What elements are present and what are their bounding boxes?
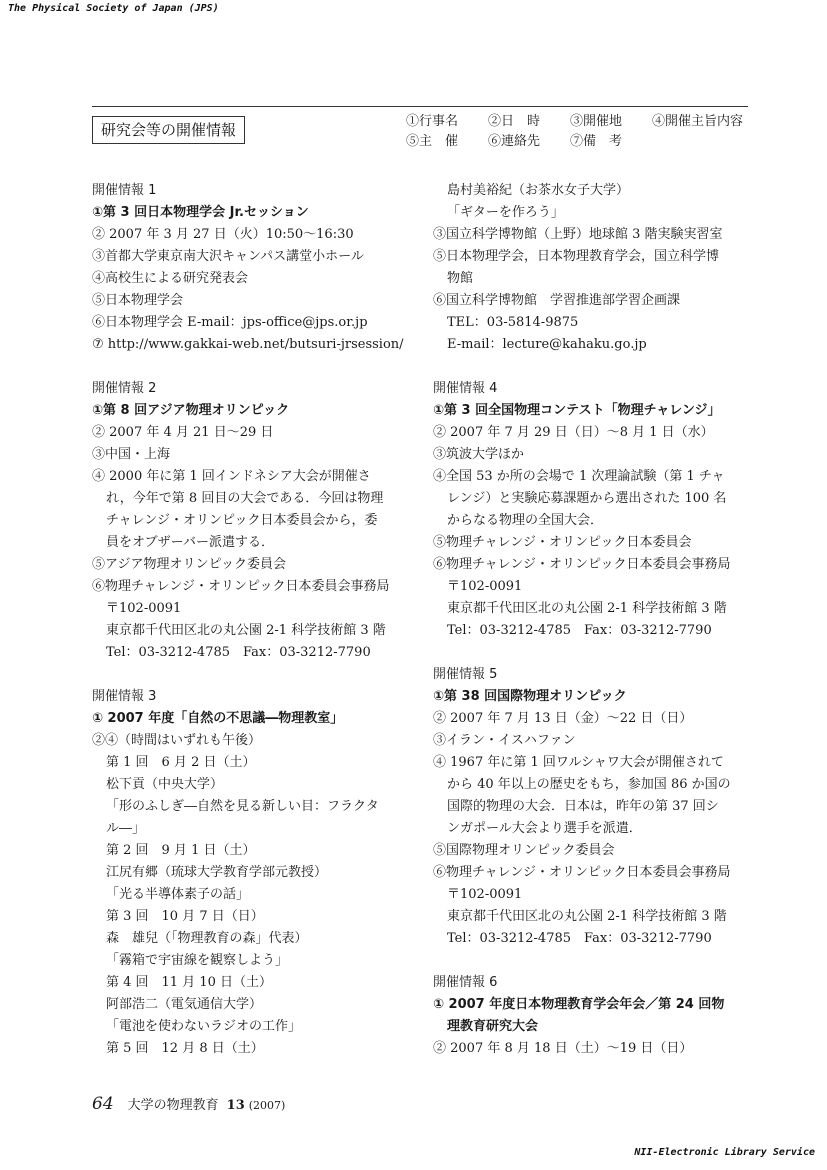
- event-detail: 〒102-0091: [447, 579, 523, 594]
- event-detail: からなる物理の全国大会．: [447, 513, 604, 528]
- field-legend: [406, 112, 766, 152]
- legend-item: ⑥連絡先: [488, 134, 541, 149]
- event-detail: ② 2007 年 7 月 29 日（日）〜8 月 1 日（水）: [433, 425, 714, 440]
- event-detail: チャレンジ・オリンピック日本委員会から，委: [106, 513, 378, 528]
- service-footer: NII-Electronic Library Service: [634, 1147, 815, 1158]
- event-detail: ⑤物理チャレンジ・オリンピック日本委員会: [433, 535, 692, 550]
- event-detail: 員をオブザーバー派遣する．: [106, 535, 274, 550]
- right-column: [433, 180, 753, 1082]
- event-detail: ③中国・上海: [92, 447, 171, 462]
- event-detail: 物館: [447, 271, 474, 286]
- event-detail: ③イラン・イスハファン: [433, 733, 576, 748]
- event-detail: 第 4 回 11 月 10 日（土）: [106, 975, 273, 990]
- legend-item: ①行事名: [406, 114, 459, 129]
- event-detail: 〒102-0091: [106, 601, 182, 616]
- event-detail: E-mail：lecture@kahaku.go.jp: [447, 337, 647, 352]
- event-detail: ③国立科学博物館（上野）地球館 3 階実験実習室: [433, 227, 723, 242]
- event-heading: 開催情報 1: [92, 183, 157, 198]
- legend-item: ⑤主 催: [406, 134, 459, 149]
- journal-name: 大学の物理教育: [127, 1098, 219, 1113]
- legend-item: ⑦備 考: [570, 134, 623, 149]
- event-detail: 阿部浩二（電気通信大学）: [106, 997, 263, 1012]
- journal-volume: 13: [226, 1098, 245, 1113]
- legend-row: [406, 132, 766, 152]
- event-detail: TEL：03-5814-9875: [447, 315, 579, 330]
- event-detail: 第 1 回 6 月 2 日（土）: [106, 755, 256, 770]
- page-number: 64: [92, 1094, 114, 1114]
- event-heading: 開催情報 4: [433, 381, 498, 396]
- event-detail: ンガポール大会より選手を派遣．: [447, 821, 642, 836]
- legend-item: ④開催主旨内容: [652, 114, 744, 129]
- event-detail: ⑥物理チャレンジ・オリンピック日本委員会事務局: [433, 865, 731, 880]
- event-heading: 開催情報 6: [433, 975, 498, 990]
- event-detail: Tel：03-3212-4785 Fax：03-3212-7790: [447, 623, 712, 638]
- event-title: 理教育研究大会: [447, 1019, 539, 1034]
- event-detail: ④高校生による研究発表会: [92, 271, 249, 286]
- event-detail: ④ 1967 年に第 1 回ワルシャワ大会が開催されて: [433, 755, 724, 770]
- event-detail: 東京都千代田区北の丸公園 2-1 科学技術館 3 階: [106, 623, 386, 638]
- event-detail: ⑤国際物理オリンピック委員会: [433, 843, 615, 858]
- event-title: ① 2007 年度日本物理教育学会年会／第 24 回物: [433, 997, 725, 1012]
- event-detail: 第 3 回 10 月 7 日（日）: [106, 909, 264, 924]
- event-title: ①第 8 回アジア物理オリンピック: [92, 403, 290, 418]
- left-column: [92, 180, 412, 1082]
- event-detail: ル―」: [106, 821, 146, 836]
- event-detail: 東京都千代田区北の丸公園 2-1 科学技術館 3 階: [447, 601, 727, 616]
- society-header: The Physical Society of Japan (JPS): [8, 3, 219, 14]
- journal-year: (2007): [248, 1099, 286, 1112]
- event-detail: 「形のふしぎ―自然を見る新しい目：フラクタ: [106, 799, 379, 814]
- event-detail: ⑤日本物理学会: [92, 293, 184, 308]
- event-detail: ⑤日本物理学会，日本物理教育学会，国立科学博: [433, 249, 720, 264]
- event-detail: ⑥物理チャレンジ・オリンピック日本委員会事務局: [433, 557, 731, 572]
- event-detail: ⑤アジア物理オリンピック委員会: [92, 557, 286, 572]
- top-rule: [92, 106, 748, 107]
- legend-item: ②日 時: [488, 114, 541, 129]
- event-detail: レンジ）と実験応募課題から選出された 100 名: [447, 491, 727, 506]
- event-block: [433, 972, 753, 1060]
- event-title: ①第 3 回全国物理コンテスト「物理チャレンジ」: [433, 403, 721, 418]
- event-detail: ⑦ http://www.gakkai-web.net/butsuri-jrsession/: [92, 337, 404, 352]
- event-detail: 江尻有郷（琉球大学教育学部元教授）: [106, 865, 328, 880]
- section-title: 研究会等の開催情報: [92, 116, 245, 144]
- event-detail: ④ 2000 年に第 1 回インドネシア大会が開催さ: [92, 469, 371, 484]
- event-detail: 「霧箱で宇宙線を観察しよう」: [106, 953, 289, 968]
- event-detail: 第 5 回 12 月 8 日（土）: [106, 1041, 264, 1056]
- event-heading: 開催情報 3: [92, 689, 157, 704]
- event-block: [433, 180, 753, 356]
- event-title: ① 2007 年度「自然の不思議―物理教室」: [92, 711, 344, 726]
- event-detail: ④全国 53 か所の会場で 1 次理論試験（第 1 チャ: [433, 469, 725, 484]
- event-detail: ③筑波大学ほか: [433, 447, 525, 462]
- event-heading: 開催情報 2: [92, 381, 157, 396]
- event-detail: から 40 年以上の歴史をもち，参加国 86 か国の: [447, 777, 731, 792]
- event-block: [92, 686, 412, 1060]
- event-detail: 「光る半導体素子の話」: [106, 887, 250, 902]
- event-detail: 〒102-0091: [447, 887, 523, 902]
- legend-item: ③開催地: [570, 114, 623, 129]
- event-title: ①第 3 回日本物理学会 Jr.セッション: [92, 205, 309, 220]
- event-detail: 森 雄兒（「物理教育の森」代表）: [106, 931, 308, 946]
- event-detail: ⑥日本物理学会 E-mail：jps-office@jps.or.jp: [92, 315, 368, 330]
- event-block: [92, 180, 412, 356]
- event-detail: ② 2007 年 8 月 18 日（土）〜19 日（日）: [433, 1041, 693, 1056]
- event-detail: Tel：03-3212-4785 Fax：03-3212-7790: [447, 931, 712, 946]
- event-detail: ②④（時間はいずれも午後）: [92, 733, 262, 748]
- event-detail: 「ギターを作ろう」: [447, 205, 564, 220]
- event-detail: ③首都大学東京南大沢キャンパス講堂小ホール: [92, 249, 364, 264]
- event-detail: ② 2007 年 7 月 13 日（金）〜22 日（日）: [433, 711, 693, 726]
- event-detail: ② 2007 年 4 月 21 日〜29 日: [92, 425, 274, 440]
- event-title: ①第 38 回国際物理オリンピック: [433, 689, 627, 704]
- event-block: [92, 378, 412, 664]
- event-block: [433, 664, 753, 950]
- event-detail: Tel：03-3212-4785 Fax：03-3212-7790: [106, 645, 371, 660]
- event-block: [433, 378, 753, 642]
- page-footer: [92, 1094, 285, 1114]
- event-detail: 島村美裕紀（お茶水女子大学）: [447, 183, 630, 198]
- event-detail: ⑥国立科学博物館 学習推進部学習企画課: [433, 293, 681, 308]
- event-detail: 国際的物理の大会．日本は，昨年の第 37 回シ: [447, 799, 719, 814]
- event-heading: 開催情報 5: [433, 667, 498, 682]
- event-detail: ② 2007 年 3 月 27 日（火）10:50〜16:30: [92, 227, 354, 242]
- event-detail: 「電池を使わないラジオの工作」: [106, 1019, 302, 1034]
- event-detail: れ，今年で第 8 回目の大会である．今回は物理: [106, 491, 384, 506]
- event-detail: 松下貢（中央大学）: [106, 777, 224, 792]
- event-detail: 東京都千代田区北の丸公園 2-1 科学技術館 3 階: [447, 909, 727, 924]
- event-detail: ⑥物理チャレンジ・オリンピック日本委員会事務局: [92, 579, 390, 594]
- event-detail: 第 2 回 9 月 1 日（土）: [106, 843, 256, 858]
- legend-row: [406, 112, 766, 132]
